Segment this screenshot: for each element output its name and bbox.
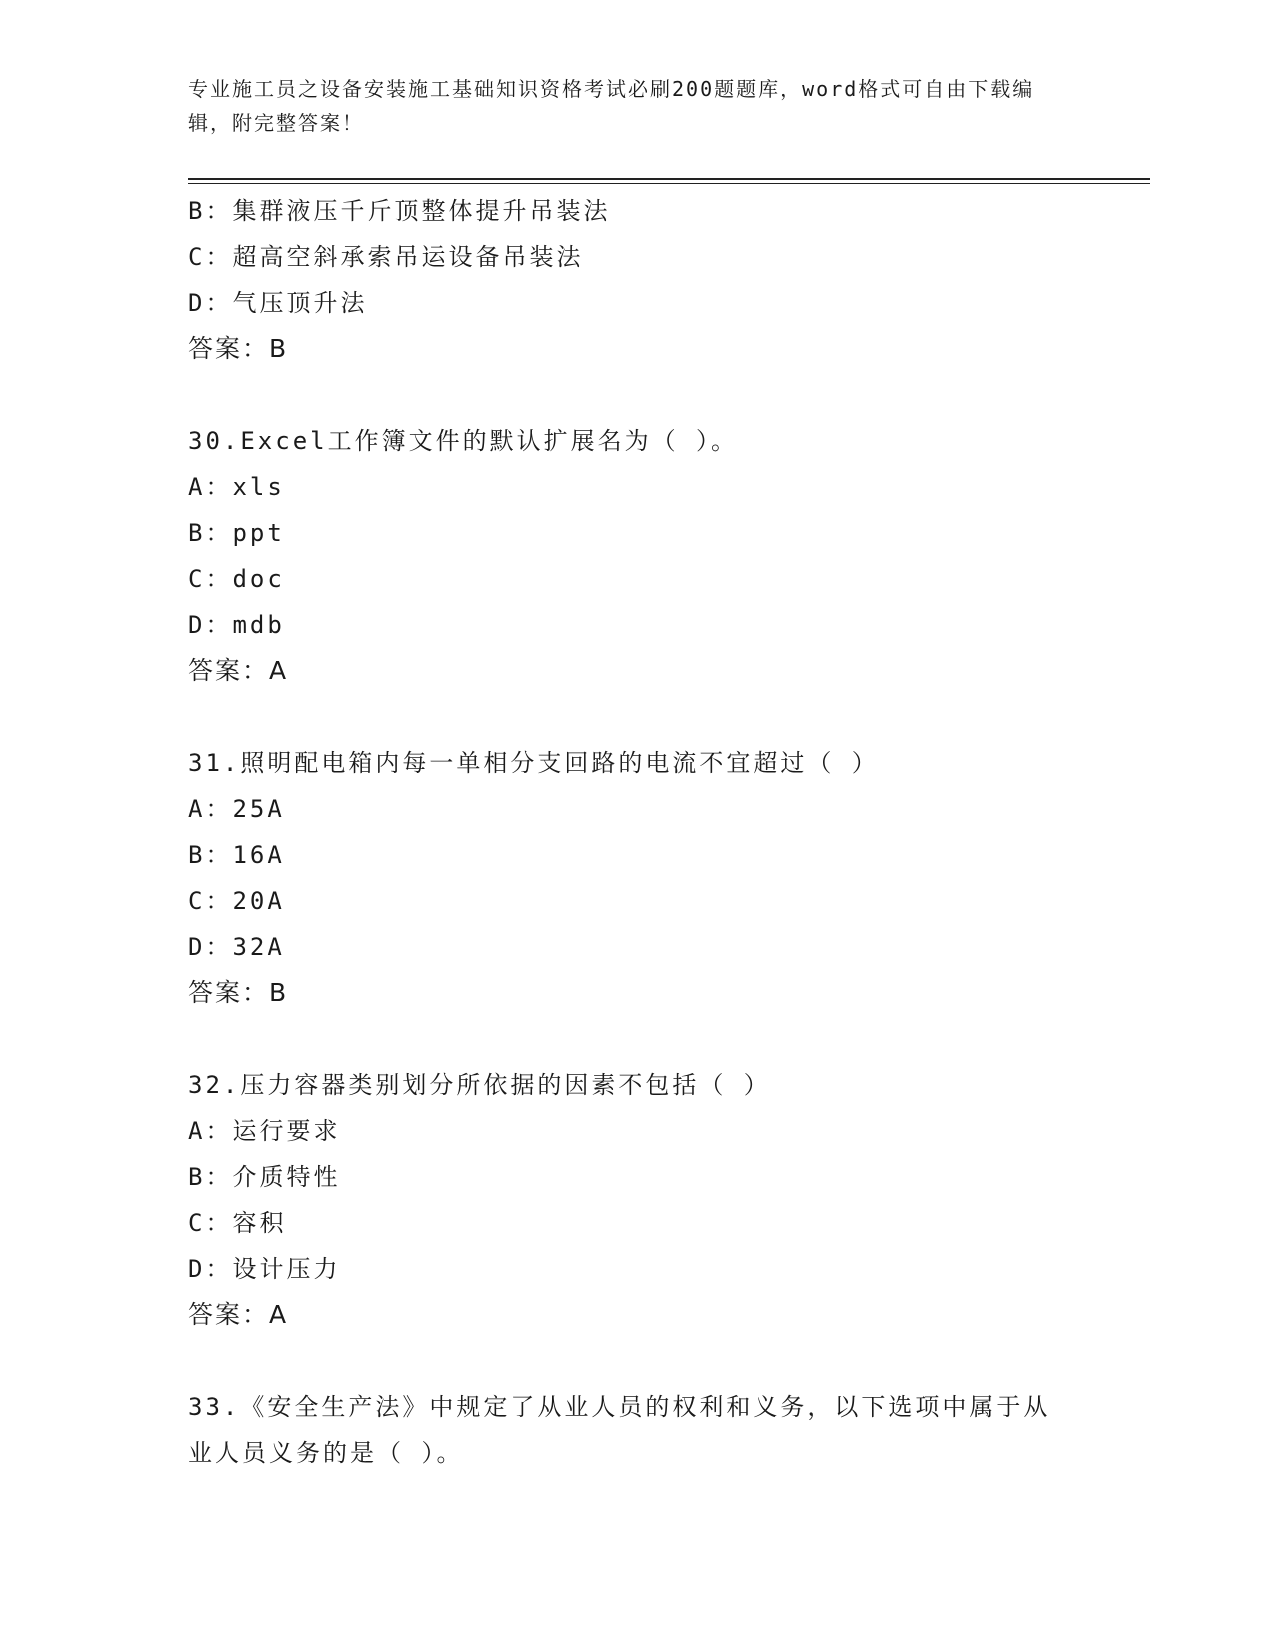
option-a: A：xls bbox=[188, 473, 285, 501]
option-d: D：32A bbox=[188, 933, 285, 961]
answer-line: 答案：A bbox=[188, 656, 289, 685]
option-a: A：运行要求 bbox=[188, 1117, 341, 1145]
option-c: C：doc bbox=[188, 565, 285, 593]
option-b: B：集群液压千斤顶整体提升吊装法 bbox=[188, 197, 611, 225]
option-d: D：设计压力 bbox=[188, 1255, 341, 1283]
question-list bbox=[188, 188, 1148, 1476]
document-page bbox=[188, 0, 1148, 1650]
option-b: B：介质特性 bbox=[188, 1163, 341, 1191]
answer-line: 答案：B bbox=[188, 334, 289, 363]
option-c: C：容积 bbox=[188, 1209, 287, 1237]
header-divider-thin bbox=[188, 183, 1150, 184]
question-33: 33.《安全生产法》中规定了从业人员的权利和义务，以下选项中属于从业人员义务的是（ ）。 bbox=[188, 1393, 1051, 1467]
option-c: C：20A bbox=[188, 887, 285, 915]
option-d: D：气压顶升法 bbox=[188, 289, 368, 317]
answer-line: 答案：A bbox=[188, 1300, 289, 1329]
header-divider bbox=[188, 178, 1150, 180]
option-a: A：25A bbox=[188, 795, 285, 823]
question-32: 32.压力容器类别划分所依据的因素不包括（ ） bbox=[188, 1071, 771, 1099]
question-31: 31.照明配电箱内每一单相分支回路的电流不宜超过（ ） bbox=[188, 749, 879, 777]
option-d: D：mdb bbox=[188, 611, 285, 639]
option-b: B：16A bbox=[188, 841, 285, 869]
answer-line: 答案：B bbox=[188, 978, 289, 1007]
option-c: C：超高空斜承索吊运设备吊装法 bbox=[188, 243, 584, 271]
option-b: B：ppt bbox=[188, 519, 285, 547]
document-header: 专业施工员之设备安装施工基础知识资格考试必刷200题题库，word格式可自由下载编辑，附完整答案！ bbox=[188, 77, 1035, 135]
question-30: 30.Excel工作簿文件的默认扩展名为（ ）。 bbox=[188, 427, 739, 455]
